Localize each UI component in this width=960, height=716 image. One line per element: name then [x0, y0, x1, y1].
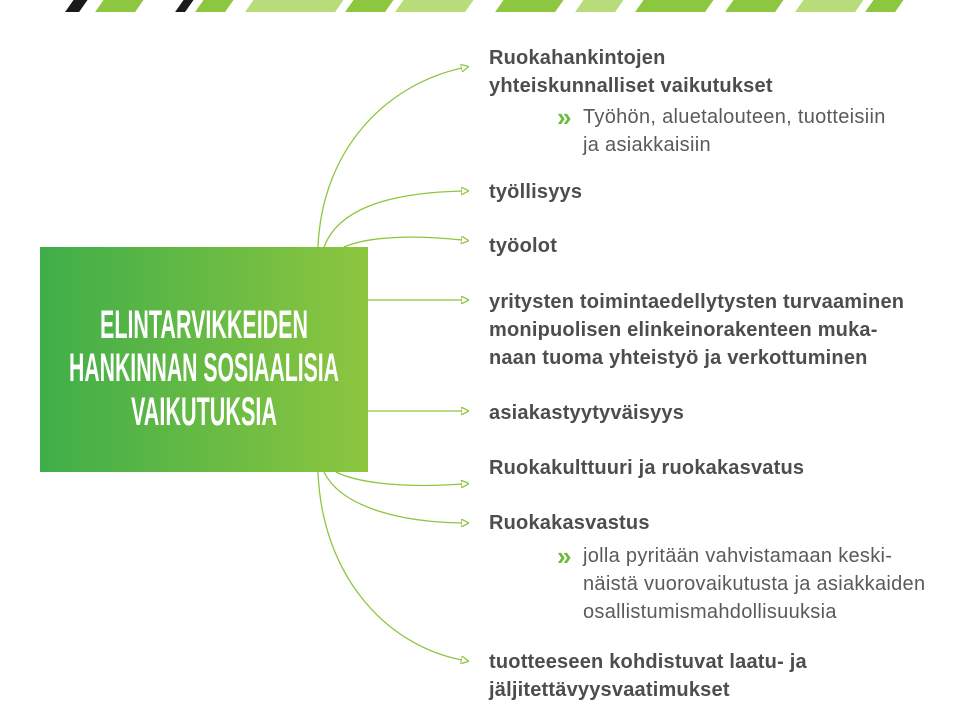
connector-arrow-8: [318, 472, 462, 660]
item-label: työllisyys: [489, 181, 583, 203]
item-label: työolot: [489, 235, 558, 257]
impact-item-food-culture: [489, 454, 804, 482]
impact-item-quality-traceability: [489, 648, 807, 704]
item-label: jäljitettävyysvaatimukset: [489, 679, 730, 701]
item-label: Ruokakulttuuri ja ruokakasvatus: [489, 457, 805, 479]
item-label: tuotteeseen kohdistuvat laatu- ja: [489, 651, 807, 673]
item-label: yritysten toimintaedellytysten turvaaminen: [489, 291, 905, 313]
central-topic-box: [40, 247, 368, 472]
central-topic-line-1: ELINTARVIKKEIDEN: [100, 303, 308, 347]
double-chevron-icon: »: [557, 102, 572, 132]
impact-item-food-education-detail: [583, 542, 925, 626]
central-topic-text: [40, 247, 368, 472]
impact-item-food-education: [489, 509, 650, 537]
item-label: yhteiskunnalliset vaikutukset: [489, 75, 773, 97]
impact-item-business-conditions: [489, 288, 904, 372]
detail-text: osallistumismahdollisuuksia: [583, 601, 837, 623]
connector-arrow-1: [318, 68, 462, 247]
item-label: asiakastyytyväisyys: [489, 402, 685, 424]
connector-arrow-6: [336, 472, 462, 486]
detail-text: näistä vuorovaikutusta ja asiakkaiden: [583, 573, 926, 595]
central-topic-line-2: HANKINNAN SOSIAALISIA: [69, 346, 339, 390]
impact-item-employment: [489, 178, 582, 206]
connector-arrow-3: [344, 237, 462, 247]
detail-text: ja asiakkaisiin: [583, 134, 711, 156]
item-label: naan tuoma yhteistyö ja verkottuminen: [489, 347, 868, 369]
item-label: Ruokakasvastus: [489, 512, 650, 534]
connector-arrow-7: [324, 472, 462, 523]
double-chevron-icon: »: [557, 541, 572, 571]
central-topic-line-3: VAIKUTUKSIA: [131, 390, 277, 434]
detail-text: jolla pyritään vahvistamaan keski-: [583, 545, 893, 567]
impact-item-working-conditions: [489, 232, 557, 260]
impact-item-customer-satisfaction: [489, 399, 684, 427]
item-label: Ruokahankintojen: [489, 47, 666, 69]
detail-text: Työhön, aluetalouteen, tuotteisiin: [583, 106, 886, 128]
impact-item-social: [489, 44, 773, 100]
impact-item-social-detail: [583, 103, 886, 159]
item-label: monipuolisen elinkeinorakenteen muka-: [489, 319, 878, 341]
